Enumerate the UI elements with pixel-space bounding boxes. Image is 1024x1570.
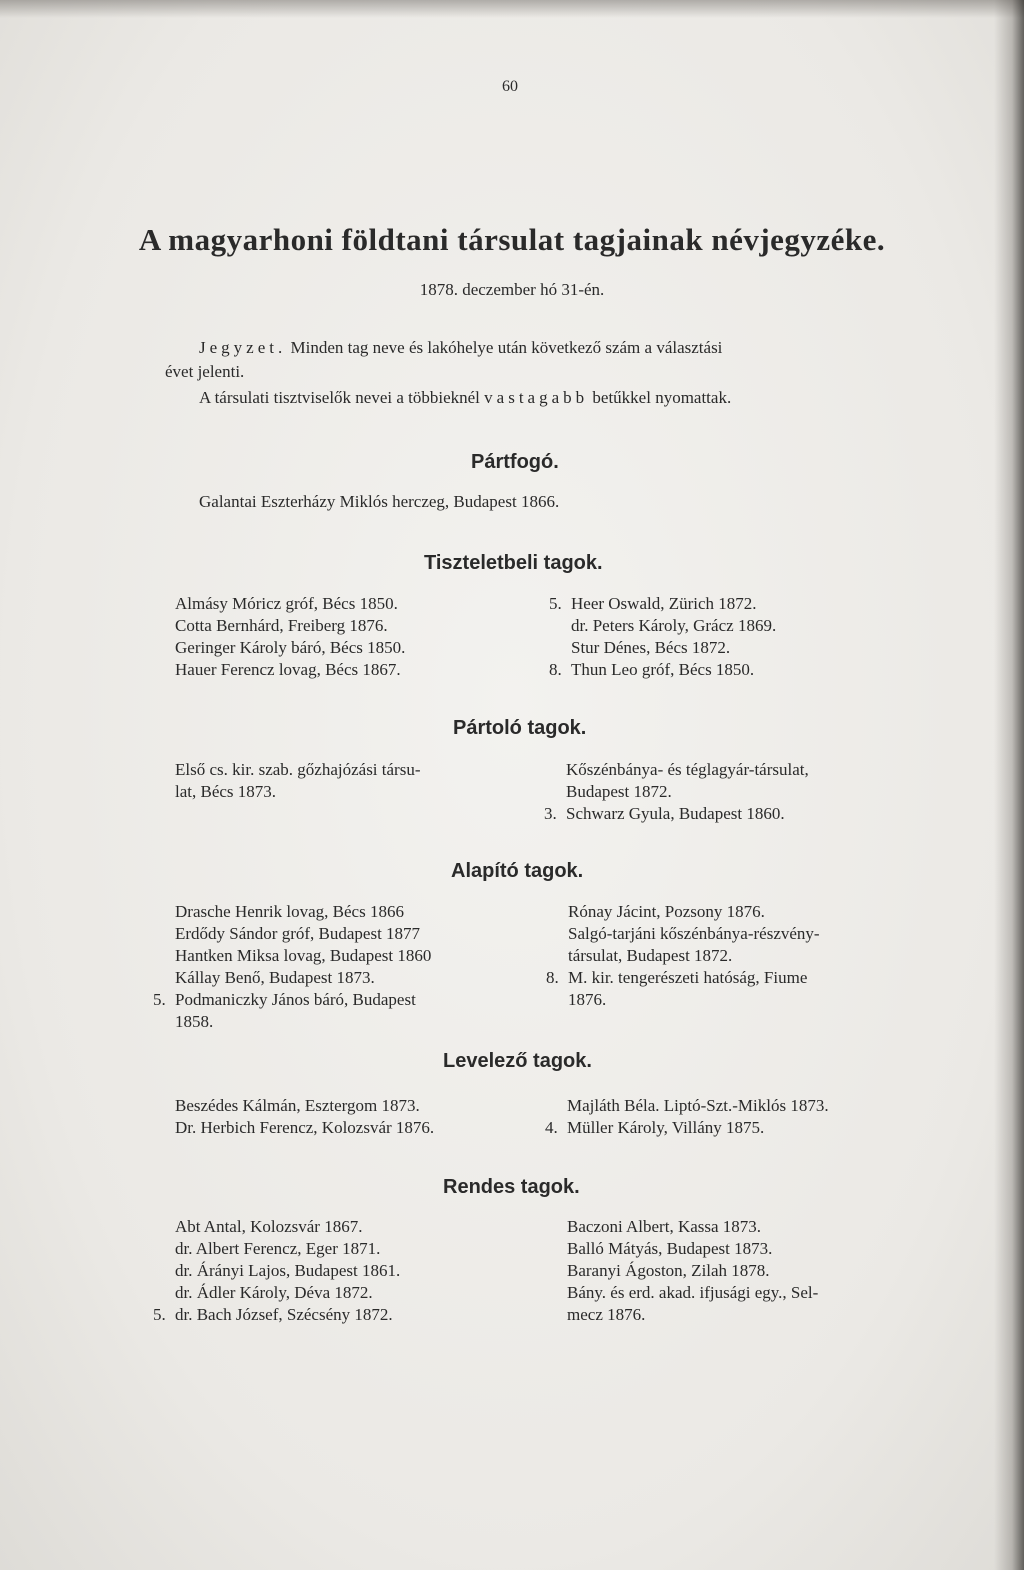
member-entry	[153, 1012, 213, 1032]
member-entry	[153, 1305, 393, 1325]
page-number: 60	[502, 78, 518, 95]
member-entry	[153, 946, 431, 966]
member-entry	[546, 924, 820, 944]
entry-text: Thun Leo gróf, Bécs 1850.	[571, 660, 755, 679]
member-entry	[544, 760, 809, 780]
entry-text: Majláth Béla. Liptó-Szt.-Miklós 1873.	[567, 1096, 829, 1115]
member-entry	[546, 990, 606, 1010]
heading-partfogo: Pártfogó.	[471, 451, 559, 473]
heading-partolo: Pártoló tagok.	[453, 717, 587, 739]
entry-text: Kállay Benő, Budapest 1873.	[175, 968, 375, 987]
entry-number: 5.	[153, 1305, 166, 1324]
entry-text: Dr. Herbich Ferencz, Kolozsvár 1876.	[175, 1118, 435, 1137]
entry-text: Drasche Henrik lovag, Bécs 1866	[175, 902, 404, 921]
member-entry	[545, 1118, 764, 1138]
heading-rendes: Rendes tagok.	[443, 1176, 580, 1198]
member-entry	[153, 1118, 434, 1138]
entry-text: társulat, Budapest 1872.	[568, 946, 733, 965]
page-top-shadow	[0, 0, 1024, 18]
heading-alapito: Alapító tagok.	[451, 860, 584, 882]
member-entry: Első cs. kir. szab. gőzhajózási társu-	[175, 760, 421, 779]
note-line-1	[199, 338, 722, 358]
member-entry	[545, 1096, 829, 1116]
member-entry: Cotta Bernhárd, Freiberg 1876.	[175, 616, 388, 635]
entry-text: Salgó-tarjáni kőszénbánya-részvény-	[568, 924, 820, 943]
member-entry	[546, 902, 765, 922]
member-entry	[153, 1261, 400, 1281]
member-entry	[545, 1305, 645, 1325]
note-text-3-spaced: vastagabb	[484, 388, 589, 407]
entry-number: 4.	[545, 1118, 558, 1137]
member-entry	[544, 782, 672, 802]
entry-number: 8.	[546, 968, 559, 987]
entry-text: Budapest 1872.	[566, 782, 672, 801]
note-text-1: Minden tag neve és lakóhelye után következő szám a választási	[290, 338, 723, 357]
entry-text: M. kir. tengerészeti hatóság, Fiume	[568, 968, 808, 987]
member-entry	[153, 990, 416, 1010]
entry-text: Balló Mátyás, Budapest 1873.	[567, 1239, 773, 1258]
note-text-3a: A társulati tisztviselők nevei a többieknél	[199, 388, 480, 407]
partfogo-entry: Galantai Eszterházy Miklós herczeg, Budapest 1866.	[199, 492, 560, 511]
member-entry	[153, 1096, 420, 1116]
note-label: Jegyzet.	[199, 338, 287, 357]
entry-text: dr. Albert Ferencz, Eger 1871.	[175, 1239, 381, 1258]
entry-text: Beszédes Kálmán, Esztergom 1873.	[175, 1096, 420, 1115]
member-entry: lat, Bécs 1873.	[175, 782, 277, 801]
entry-text: Podmaniczky János báró, Budapest	[175, 990, 416, 1009]
entry-text: Baczoni Albert, Kassa 1873.	[567, 1217, 762, 1236]
member-entry	[544, 804, 785, 824]
note-line-3	[199, 388, 731, 408]
entry-text: Hantken Miksa lovag, Budapest 1860	[175, 946, 432, 965]
entry-text: dr. Peters Károly, Grácz 1869.	[571, 616, 777, 635]
page-title: A magyarhoni földtani társulat tagjainak névjegyzéke.	[138, 222, 886, 257]
entry-text: dr. Ádler Károly, Déva 1872.	[175, 1283, 373, 1302]
member-entry: Almásy Móricz gróf, Bécs 1850.	[175, 594, 398, 613]
entry-text: dr. Árányi Lajos, Budapest 1861.	[175, 1261, 401, 1280]
entry-text: Müller Károly, Villány 1875.	[567, 1118, 765, 1137]
member-entry	[153, 1217, 362, 1237]
member-entry: Hauer Ferencz lovag, Bécs 1867.	[175, 660, 401, 679]
entry-text: Kőszénbánya- és téglagyár-társulat,	[566, 760, 809, 779]
member-entry	[545, 1239, 772, 1259]
page-date: 1878. deczember hó 31-én.	[419, 280, 605, 299]
entry-text: Erdődy Sándor gróf, Budapest 1877	[175, 924, 421, 943]
member-entry	[153, 924, 420, 944]
member-entry	[545, 1283, 818, 1303]
member-entry	[153, 968, 375, 988]
entry-text: Schwarz Gyula, Budapest 1860.	[566, 804, 785, 823]
entry-number: 5.	[549, 594, 562, 613]
heading-levelezo: Levelező tagok.	[443, 1050, 592, 1072]
entry-number: 3.	[544, 804, 557, 823]
entry-text: Bány. és erd. akad. ifjusági egy., Sel-	[567, 1283, 819, 1302]
heading-tiszteletbeli: Tiszteletbeli tagok.	[424, 552, 603, 574]
member-entry	[545, 1261, 770, 1281]
note-line-2: évet jelenti.	[165, 362, 245, 381]
member-entry	[545, 1217, 761, 1237]
entry-text: Baranyi Ágoston, Zilah 1878.	[567, 1261, 770, 1280]
member-entry	[549, 638, 730, 658]
entry-text: Heer Oswald, Zürich 1872.	[571, 594, 757, 613]
entry-text: mecz 1876.	[567, 1305, 646, 1324]
entry-text: 1876.	[568, 990, 607, 1009]
entry-text: Stur Dénes, Bécs 1872.	[571, 638, 731, 657]
note-text-3b: betűkkel nyomattak.	[592, 388, 732, 407]
member-entry	[153, 1239, 380, 1259]
entry-number: 8.	[549, 660, 562, 679]
entry-number: 5.	[153, 990, 166, 1009]
entry-text: Abt Antal, Kolozsvár 1867.	[175, 1217, 363, 1236]
member-entry: Geringer Károly báró, Bécs 1850.	[175, 638, 406, 657]
entry-text: 1858.	[175, 1012, 214, 1031]
entry-text: dr. Bach József, Szécsény 1872.	[175, 1305, 393, 1324]
member-entry	[549, 616, 776, 636]
member-entry	[153, 1283, 373, 1303]
member-entry	[549, 660, 754, 680]
entry-text: Rónay Jácint, Pozsony 1876.	[568, 902, 765, 921]
member-entry	[546, 946, 732, 966]
member-entry	[546, 968, 807, 988]
member-entry	[549, 594, 757, 614]
member-entry	[153, 902, 404, 922]
